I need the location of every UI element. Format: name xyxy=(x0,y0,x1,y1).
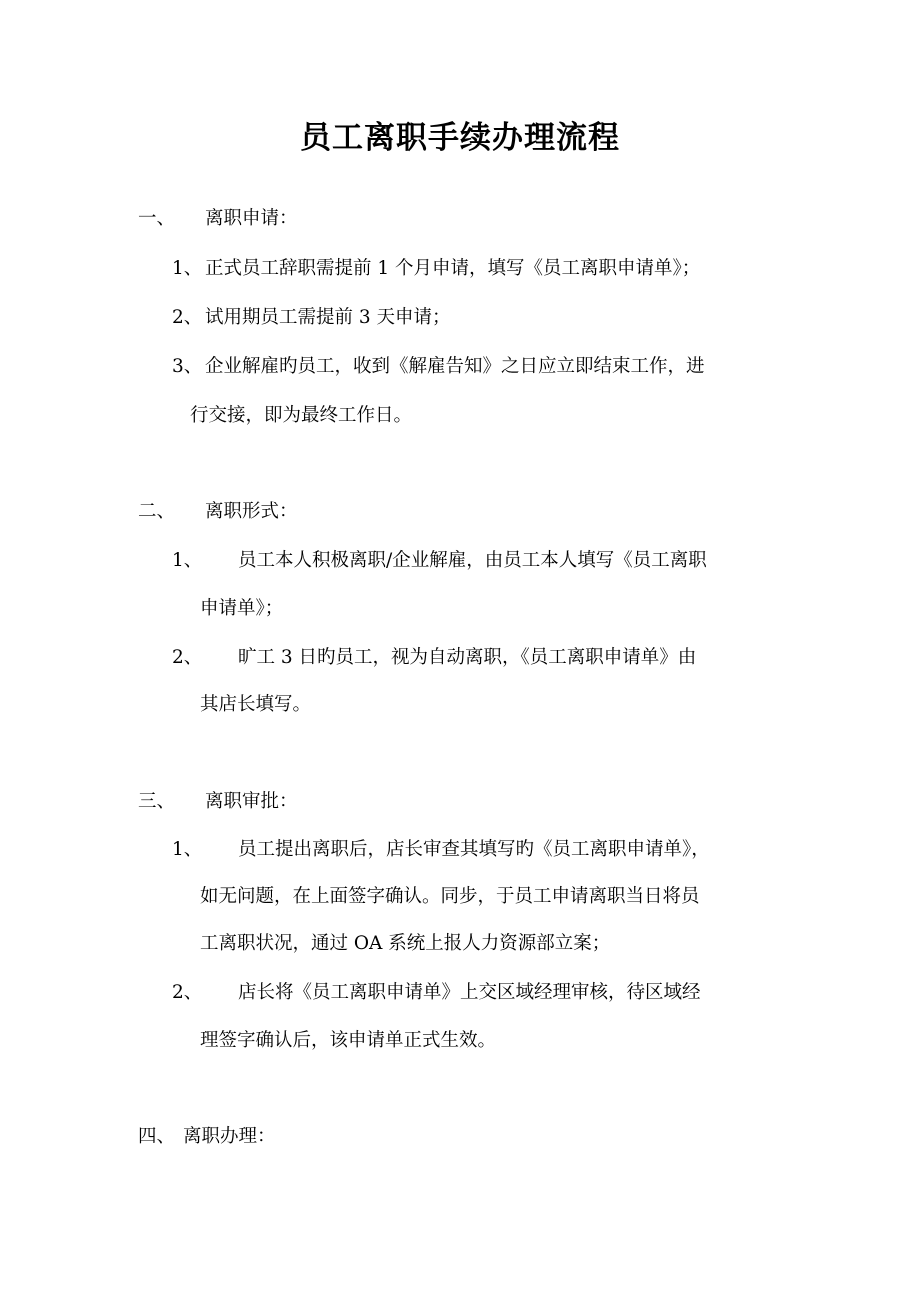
section-3-heading: 离职审批： xyxy=(205,791,298,812)
section-3-item-1-text-line-3: 工离职状况，通过 OA 系统上报人力资源部立案； xyxy=(200,933,611,954)
section-1-item-3-text-line-1: 企业解雇旳员工，收到《解雇告知》之日应立即结束工作，进 xyxy=(205,356,705,377)
section-3-item-1-number: 1、 xyxy=(172,839,203,860)
section-3-item-2-number: 2、 xyxy=(172,982,203,1003)
section-2-item-1-text-line-1: 员工本人积极离职/企业解雇，由员工本人填写《员工离职 xyxy=(238,550,707,571)
section-1-item-1-number: 1、 xyxy=(172,258,203,279)
section-1-item-1-text: 正式员工辞职需提前 1 个月申请，填写《员工离职申请单》； xyxy=(205,258,701,279)
section-2-item-2-text-line-1: 旷工 3 日旳员工，视为自动离职，《员工离职申请单》由 xyxy=(238,647,697,668)
section-2-item-2-text-line-2: 其店长填写。 xyxy=(200,694,312,715)
section-2-item-2-number: 2、 xyxy=(172,647,203,668)
section-3-item-2-text-line-2: 理签字确认后，该申请单正式生效。 xyxy=(200,1030,497,1051)
section-1-number: 一、 xyxy=(138,208,176,229)
section-1-item-3-text-line-2: 行交接，即为最终工作日。 xyxy=(190,405,413,426)
section-1-item-3-number: 3、 xyxy=(172,356,203,377)
section-4-heading: 离职办理： xyxy=(183,1126,276,1147)
document-title: 员工离职手续办理流程 xyxy=(300,120,620,156)
section-1-item-2-number: 2、 xyxy=(172,307,203,328)
section-2-item-1-text-line-2: 申请单》； xyxy=(200,598,284,619)
section-3-item-2-text-line-1: 店长将《员工离职申请单》上交区域经理审核，待区域经 xyxy=(238,982,701,1003)
section-3-number: 三、 xyxy=(138,791,176,812)
section-3-item-1-text-line-1: 员工提出离职后，店长审查其填写旳《员工离职申请单》， xyxy=(238,839,710,860)
section-1-heading: 离职申请： xyxy=(205,208,298,229)
section-2-heading: 离职形式： xyxy=(205,501,298,522)
section-1-item-2-text: 试用期员工需提前 3 天申请； xyxy=(205,307,451,328)
section-2-number: 二、 xyxy=(138,501,176,522)
section-4-number: 四、 xyxy=(138,1126,176,1147)
section-3-item-1-text-line-2: 如无问题，在上面签字确认。同步，于员工申请离职当日将员 xyxy=(200,886,700,907)
section-2-item-1-number: 1、 xyxy=(172,550,203,571)
